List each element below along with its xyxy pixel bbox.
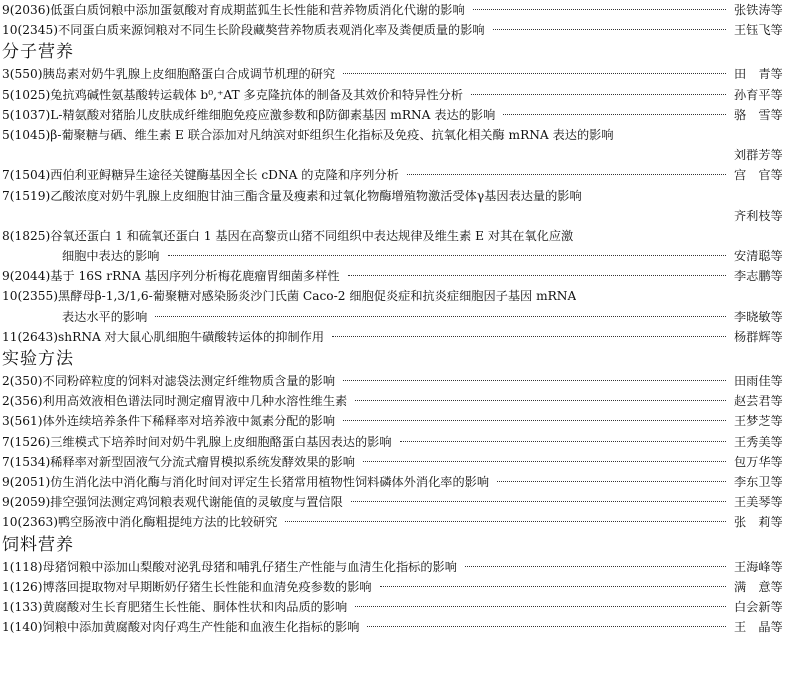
entry-line xyxy=(2,186,800,206)
entry-line xyxy=(2,125,800,145)
dot-leader xyxy=(343,73,726,74)
entry-ref: 3(561) xyxy=(2,414,43,429)
dot-leader xyxy=(503,114,726,115)
toc-entry[interactable] xyxy=(2,125,800,165)
entry-ref: 1(140) xyxy=(2,620,43,635)
toc-entry[interactable] xyxy=(2,226,800,266)
toc-entry[interactable] xyxy=(2,105,800,125)
entry-author: 李东卫等 xyxy=(734,474,783,489)
entry-ref: 3(550) xyxy=(2,67,43,82)
entry-line xyxy=(2,597,800,617)
toc-entry[interactable] xyxy=(2,577,800,597)
entry-ref: 8(1825) xyxy=(2,228,51,243)
toc-entry[interactable] xyxy=(2,20,800,40)
entry-title[interactable]: L-精氨酸对猪胎儿皮肤成纤维细胞免疫应激参数和β防御素基因 mRNA 表达的影响 xyxy=(50,107,496,122)
entry-ref: 10(2355) xyxy=(2,289,59,304)
entry-author: 刘群芳等 xyxy=(734,148,783,163)
toc-entry[interactable] xyxy=(2,432,800,452)
entry-author: 包万华等 xyxy=(734,454,783,469)
entry-line xyxy=(2,85,800,105)
toc-entry[interactable] xyxy=(2,452,800,472)
dot-leader xyxy=(351,501,726,502)
entry-title[interactable]: 黄腐酸对生长育肥猪生长性能、胴体性状和肉品质的影响 xyxy=(42,599,348,614)
toc-entry[interactable] xyxy=(2,472,800,492)
entry-line xyxy=(2,307,800,327)
toc-entry[interactable] xyxy=(2,557,800,577)
entry-ref: 7(1504) xyxy=(2,168,51,183)
entry-ref: 9(2059) xyxy=(2,495,51,510)
top-entries xyxy=(2,0,800,40)
toc-entry[interactable] xyxy=(2,165,800,185)
toc-entry[interactable] xyxy=(2,64,800,84)
entry-ref: 2(350) xyxy=(2,374,43,388)
entry-title-continued[interactable]: 表达水平的影响 xyxy=(62,309,148,324)
entry-title[interactable]: 排空强饲法测定鸡饲粮表观代谢能值的灵敏度与置信限 xyxy=(50,495,343,510)
entry-author: 安清聪等 xyxy=(734,249,783,264)
entry-author: 王美琴等 xyxy=(734,495,783,510)
entry-line xyxy=(2,64,800,84)
entry-author: 李志鹏等 xyxy=(734,269,783,284)
dot-leader xyxy=(497,481,726,482)
entry-line xyxy=(2,246,800,266)
entry-ref: 10(2345) xyxy=(2,23,59,38)
dot-leader xyxy=(465,566,726,567)
entry-ref: 7(1534) xyxy=(2,454,51,469)
toc-entry[interactable] xyxy=(2,597,800,617)
entry-title[interactable]: 低蛋白质饲粮中添加蛋氨酸对育成期蓝狐生长性能和营养物质消化代谢的影响 xyxy=(50,3,465,17)
section-heading: 分子营养 xyxy=(2,42,74,63)
entry-author: 张铁涛等 xyxy=(734,3,783,17)
dot-leader xyxy=(348,275,726,276)
entry-author: 王秀美等 xyxy=(734,434,783,449)
entry-title[interactable]: 不同粉碎粒度的饲料对滤袋法测定纤维物质含量的影响 xyxy=(42,374,336,388)
entry-line xyxy=(2,391,800,411)
dot-leader xyxy=(400,441,726,442)
entry-line xyxy=(2,145,800,165)
entry-ref: 1(133) xyxy=(2,599,43,614)
entry-title-continued[interactable]: 细胞中表达的影响 xyxy=(62,249,160,264)
entry-line xyxy=(2,472,800,492)
entry-author: 李晓敏等 xyxy=(734,309,783,324)
entry-title[interactable]: 胰岛素对奶牛乳腺上皮细胞酪蛋白合成调节机理的研究 xyxy=(42,67,336,82)
toc-entry[interactable] xyxy=(2,85,800,105)
entry-title[interactable]: β-葡聚糖与硒、维生素 E 联合添加对凡纳滨对虾组织生化指标及免疫、抗氧化相关酶 mRNA 表达的影响 xyxy=(50,127,614,142)
toc-entry[interactable] xyxy=(2,617,800,637)
dot-leader xyxy=(168,255,727,256)
entry-author: 孙育平等 xyxy=(734,87,783,102)
entry-line xyxy=(2,226,800,246)
entry-author: 田雨佳等 xyxy=(734,374,783,388)
entry-line xyxy=(2,512,800,532)
dot-leader xyxy=(471,94,726,95)
toc-entry[interactable] xyxy=(2,371,800,391)
entry-line xyxy=(2,452,800,472)
entry-title[interactable]: 利用高效液相色谱法同时测定瘤胃液中几种水溶性维生素 xyxy=(42,394,348,409)
dot-leader xyxy=(343,420,726,421)
toc-entry[interactable] xyxy=(2,411,800,431)
dot-leader xyxy=(473,9,726,10)
entry-ref: 1(126) xyxy=(2,579,43,594)
entry-ref: 9(2051) xyxy=(2,474,51,489)
entry-author: 宫 官等 xyxy=(734,168,783,183)
dot-leader xyxy=(493,29,726,30)
dot-leader xyxy=(407,174,726,175)
entry-author: 杨群辉等 xyxy=(734,329,783,344)
toc-entry[interactable] xyxy=(2,512,800,532)
entry-ref: 10(2363) xyxy=(2,515,59,530)
entry-author: 王梦芝等 xyxy=(734,414,783,429)
entry-ref: 5(1037) xyxy=(2,107,51,122)
dot-leader xyxy=(155,316,726,317)
entry-author: 王 晶等 xyxy=(734,620,783,635)
entry-title[interactable]: 谷氧还蛋白 1 和硫氧还蛋白 1 基因在高黎贡山猪不同组织中表达规律及维生素 E 对其在氧化应激 xyxy=(50,228,574,243)
entry-line xyxy=(2,432,800,452)
entry-line xyxy=(2,165,800,185)
entry-title[interactable]: 基于 16S rRNA 基因序列分析梅花鹿瘤胃细菌多样性 xyxy=(50,269,340,284)
entry-line xyxy=(2,617,800,637)
entry-title[interactable]: 三维模式下培养时间对奶牛乳腺上皮细胞酪蛋白基因表达的影响 xyxy=(50,434,392,449)
entry-title[interactable]: 乙酸浓度对奶牛乳腺上皮细胞甘油三酯含量及瘦素和过氧化物酶增殖物激活受体γ基因表达量的影响 xyxy=(50,188,582,203)
entry-author: 田 青等 xyxy=(734,67,783,82)
entry-author: 白会新等 xyxy=(734,599,783,614)
toc-entry[interactable] xyxy=(2,186,800,226)
entry-line xyxy=(2,286,800,306)
entry-author: 张 莉等 xyxy=(734,515,783,530)
entry-title[interactable]: 西伯利亚鲟糖异生途径关键酶基因全长 cDNA 的克隆和序列分析 xyxy=(50,168,399,183)
entry-ref: 5(1045) xyxy=(2,127,51,142)
entry-title[interactable]: 博落回提取物对早期断奶仔猪生长性能和血清免疫参数的影响 xyxy=(42,579,372,594)
dot-leader xyxy=(332,336,726,337)
entry-line xyxy=(2,371,800,391)
toc-entry[interactable] xyxy=(2,391,800,411)
toc-sections xyxy=(2,40,800,637)
dot-leader xyxy=(380,586,726,587)
section-heading: 实验方法 xyxy=(2,349,74,369)
entry-ref: 7(1526) xyxy=(2,434,51,449)
entry-ref: 7(1519) xyxy=(2,188,51,203)
dot-leader xyxy=(285,521,726,522)
toc-entry[interactable] xyxy=(2,286,800,326)
entry-ref: 2(356) xyxy=(2,394,43,409)
entry-line xyxy=(2,411,800,431)
entry-title[interactable]: 饲粮中添加黄腐酸对肉仔鸡生产性能和血液生化指标的影响 xyxy=(42,620,360,635)
entry-ref: 9(2044) xyxy=(2,269,51,284)
entry-title[interactable]: 不同蛋白质来源饲粮对不同生长阶段藏獒营养物质表观消化率及粪便质量的影响 xyxy=(58,23,485,38)
entry-title[interactable]: 黑酵母β-1,3/1,6-葡聚糖对感染肠炎沙门氏菌 Caco-2 细胞促炎症和抗炎症细胞因子基因 mRNA xyxy=(58,289,577,304)
entry-title[interactable]: 体外连续培养条件下稀释率对培养液中氮素分配的影响 xyxy=(42,414,336,429)
entry-author: 王海峰等 xyxy=(734,559,783,574)
toc-entry[interactable] xyxy=(2,0,800,20)
entry-title[interactable]: 兔抗鸡碱性氨基酸转运载体 b⁰,⁺AT 多克隆抗体的制备及其效价和特异性分析 xyxy=(50,87,463,102)
entry-title[interactable]: shRNA 对大鼠心肌细胞牛磺酸转运体的抑制作用 xyxy=(58,329,325,344)
entry-author: 满 意等 xyxy=(734,579,783,594)
entry-line xyxy=(2,577,800,597)
entry-line xyxy=(2,492,800,512)
entry-line xyxy=(2,266,800,286)
dot-leader xyxy=(355,606,726,607)
entry-ref: 1(118) xyxy=(2,559,43,574)
entry-title[interactable]: 鸭空肠液中消化酶粗提纯方法的比较研究 xyxy=(58,515,278,530)
entry-title[interactable]: 稀释率对新型固液气分流式瘤胃模拟系统发酵效果的影响 xyxy=(50,454,355,469)
entry-line xyxy=(2,105,800,125)
entry-ref: 9(2036) xyxy=(2,3,51,17)
toc-entry[interactable] xyxy=(2,327,800,347)
entry-author: 齐利枝等 xyxy=(734,208,783,223)
dot-leader xyxy=(363,461,726,462)
dot-leader xyxy=(355,400,726,401)
entry-author: 赵芸君等 xyxy=(734,394,783,409)
dot-leader xyxy=(367,626,726,627)
toc-entry[interactable] xyxy=(2,266,800,286)
section-heading: 饲料营养 xyxy=(2,534,74,555)
entry-author: 王钰飞等 xyxy=(734,23,783,38)
entry-ref: 11(2643) xyxy=(2,329,59,344)
entry-ref: 5(1025) xyxy=(2,87,51,102)
entry-line xyxy=(2,557,800,577)
entry-line xyxy=(2,327,800,347)
entry-author: 骆 雪等 xyxy=(734,107,783,122)
entry-title[interactable]: 母猪饲粮中添加山梨酸对泌乳母猪和哺乳仔猪生产性能与血清生化指标的影响 xyxy=(42,559,457,574)
dot-leader xyxy=(343,380,726,381)
toc-entry[interactable] xyxy=(2,492,800,512)
entry-title[interactable]: 仿生消化法中消化酶与消化时间对评定生长猪常用植物性饲料磷体外消化率的影响 xyxy=(50,474,490,489)
entry-line xyxy=(2,206,800,226)
